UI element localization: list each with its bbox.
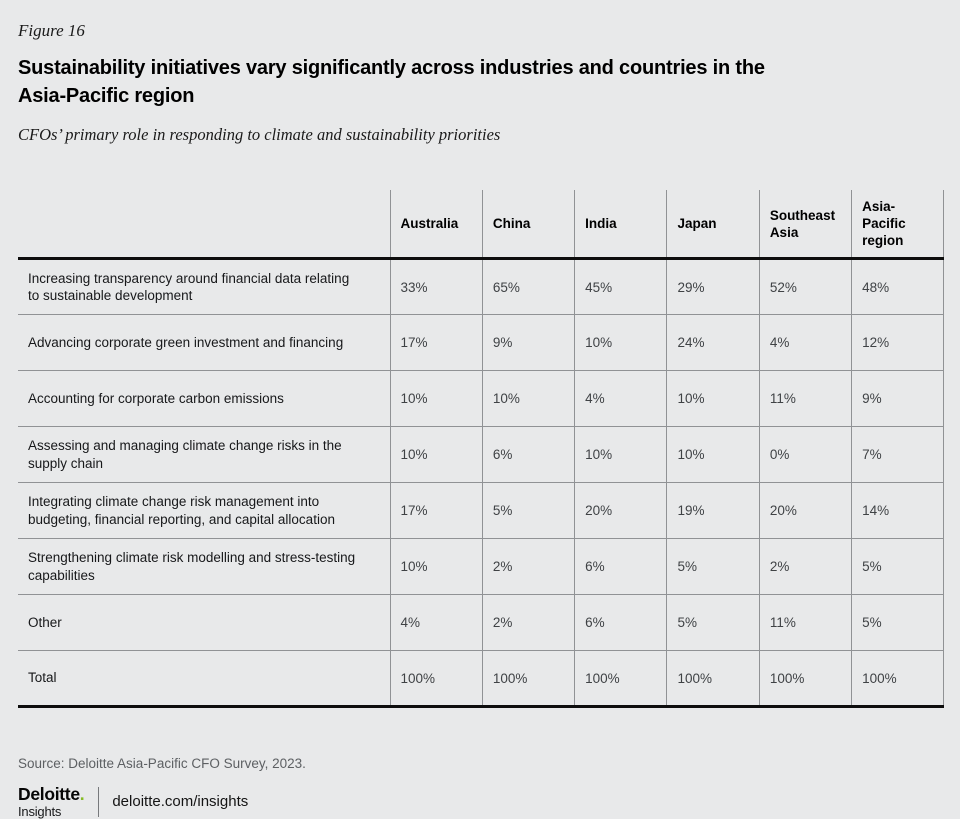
value-cell: 100% <box>852 651 944 707</box>
value-cell: 9% <box>482 315 574 371</box>
logo-divider <box>98 787 99 817</box>
row-label <box>18 539 390 595</box>
row-label-text: Integrating climate change risk management into budgeting, financial reporting, and capital allocation <box>28 494 335 527</box>
logo-wordmark-text: Deloitte <box>18 784 80 804</box>
page-subtitle: CFOs’ primary role in responding to climate and sustainability priorities <box>18 125 501 144</box>
value-cell: 9% <box>852 371 944 427</box>
value-cell: 10% <box>575 315 667 371</box>
value-cell: 11% <box>759 595 851 651</box>
column-header-southeast-asia: Southeast Asia <box>759 190 851 259</box>
value-cell: 5% <box>667 595 759 651</box>
row-header-spacer <box>18 190 390 259</box>
value-cell: 2% <box>482 539 574 595</box>
value-cell: 7% <box>852 427 944 483</box>
value-cell: 5% <box>852 539 944 595</box>
row-label-text: Increasing transparency around financial data relating to sustainable development <box>28 270 350 303</box>
value-cell: 100% <box>390 651 482 707</box>
value-cell: 10% <box>482 371 574 427</box>
value-cell: 5% <box>852 595 944 651</box>
table-row <box>18 315 944 371</box>
logo-green-dot: . <box>79 784 85 804</box>
value-cell: 10% <box>390 371 482 427</box>
value-cell: 10% <box>390 427 482 483</box>
value-cell: 19% <box>667 483 759 539</box>
value-cell: 65% <box>482 259 574 315</box>
row-label-text: Assessing and managing climate change risks in the supply chain <box>28 438 342 471</box>
insights-url: deloitte.com/insights <box>112 793 249 811</box>
value-cell: 24% <box>667 315 759 371</box>
value-cell: 100% <box>667 651 759 707</box>
column-header-china: China <box>482 190 574 259</box>
row-label <box>18 595 390 651</box>
page-title-line1: Sustainability initiatives vary significantly across industries and countries in the <box>18 57 765 79</box>
row-label-text: Strengthening climate risk modelling and stress-testing capabilities <box>28 550 356 583</box>
row-label-text: Other <box>28 614 62 630</box>
row-label <box>18 371 390 427</box>
table-row <box>18 427 944 483</box>
row-label-text: Advancing corporate green investment and financing <box>28 334 344 350</box>
row-label <box>18 483 390 539</box>
value-cell: 10% <box>667 371 759 427</box>
value-cell: 10% <box>667 427 759 483</box>
value-cell: 48% <box>852 259 944 315</box>
value-cell: 52% <box>759 259 851 315</box>
row-label <box>18 427 390 483</box>
value-cell: 33% <box>390 259 482 315</box>
value-cell: 5% <box>482 483 574 539</box>
value-cell: 45% <box>575 259 667 315</box>
table-header-row <box>18 190 944 259</box>
value-cell: 29% <box>667 259 759 315</box>
data-table <box>18 190 944 708</box>
value-cell: 17% <box>390 483 482 539</box>
table-row <box>18 371 944 427</box>
table-row <box>18 595 944 651</box>
figure-label: Figure 16 <box>18 21 85 40</box>
value-cell: 11% <box>759 371 851 427</box>
value-cell: 14% <box>852 483 944 539</box>
page-title-line2: Asia-Pacific region <box>18 85 195 107</box>
column-header-asia-pacific-region: Asia-Pacific region <box>852 190 944 259</box>
value-cell: 6% <box>575 539 667 595</box>
value-cell: 10% <box>575 427 667 483</box>
column-header-australia: Australia <box>390 190 482 259</box>
value-cell: 0% <box>759 427 851 483</box>
table-row <box>18 539 944 595</box>
logo-insights-text: Insights <box>18 803 62 819</box>
value-cell: 12% <box>852 315 944 371</box>
value-cell: 2% <box>759 539 851 595</box>
value-cell: 10% <box>390 539 482 595</box>
value-cell: 100% <box>759 651 851 707</box>
row-label-text: Total <box>28 670 57 686</box>
value-cell: 4% <box>759 315 851 371</box>
page-title <box>18 54 942 110</box>
source-note: Source: Deloitte Asia-Pacific CFO Survey, 2023. <box>18 756 306 771</box>
column-header-japan: Japan <box>667 190 759 259</box>
value-cell: 6% <box>575 595 667 651</box>
table-row <box>18 483 944 539</box>
value-cell: 4% <box>575 371 667 427</box>
row-label <box>18 315 390 371</box>
value-cell: 20% <box>575 483 667 539</box>
value-cell: 20% <box>759 483 851 539</box>
row-label-text: Accounting for corporate carbon emissions <box>28 390 284 406</box>
row-label <box>18 651 390 707</box>
row-label <box>18 259 390 315</box>
value-cell: 5% <box>667 539 759 595</box>
table-row <box>18 259 944 315</box>
value-cell: 17% <box>390 315 482 371</box>
value-cell: 4% <box>390 595 482 651</box>
logo-wordmark <box>18 786 84 804</box>
value-cell: 100% <box>482 651 574 707</box>
column-header-india: India <box>575 190 667 259</box>
table-row-total <box>18 651 944 707</box>
value-cell: 2% <box>482 595 574 651</box>
value-cell: 100% <box>575 651 667 707</box>
value-cell: 6% <box>482 427 574 483</box>
